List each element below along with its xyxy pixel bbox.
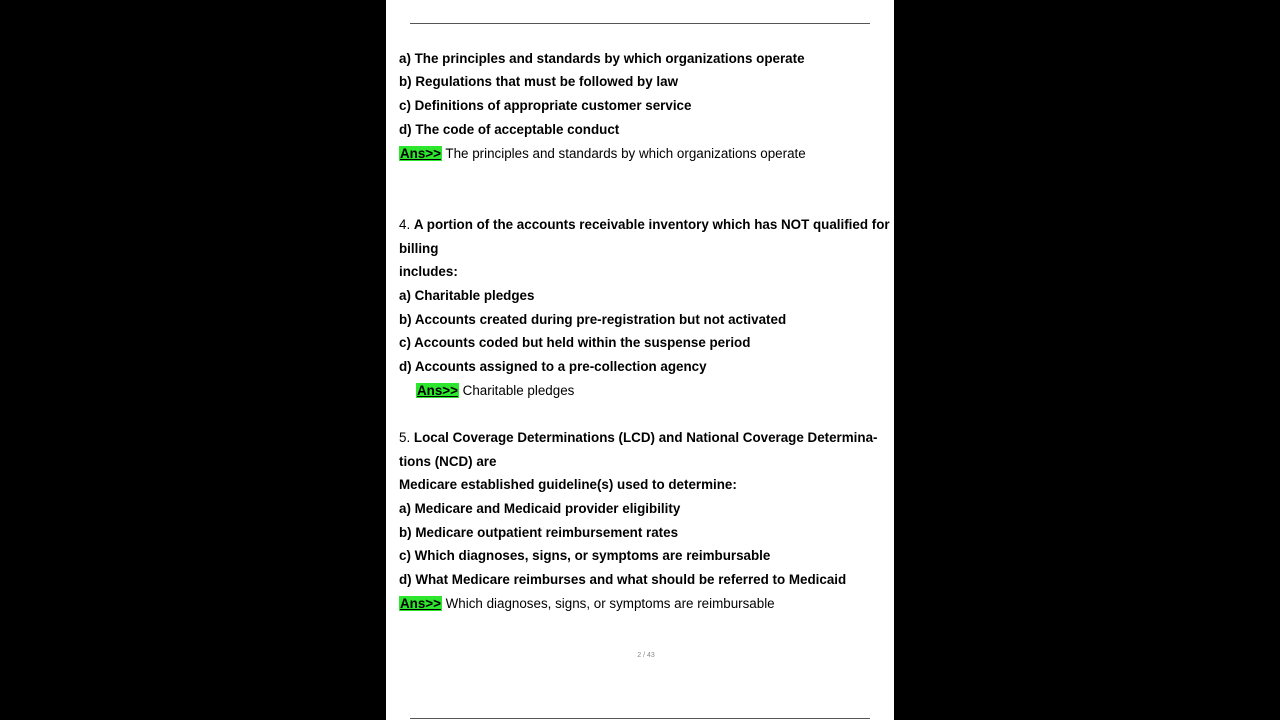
q5-question-line-3: Medicare established guideline(s) used to determine:: [399, 477, 737, 492]
q3-answer: [399, 146, 806, 162]
q4-question-line-3: includes:: [399, 264, 458, 279]
q5-option-a: a) Medicare and Medicaid provider eligibility: [399, 501, 681, 516]
q4-answer-label: Ans>>: [417, 383, 458, 398]
q5-question-line-2: tions (NCD) are: [399, 454, 497, 469]
page-indicator: 2 / 43: [637, 652, 655, 659]
q5-question-text-1: Local Coverage Determinations (LCD) and National Coverage Determina-: [413, 430, 878, 445]
q3-option-c: c) Definitions of appropriate customer service: [399, 98, 692, 113]
top-rule: [410, 23, 870, 24]
q5-option-d: d) What Medicare reimburses and what should be referred to Medicaid: [399, 572, 847, 587]
q4-question-text-1: A portion of the accounts receivable inventory which has NOT qualified for: [413, 217, 890, 232]
q4-question-line-2: billing: [399, 241, 439, 256]
q3-option-d: d) The code of acceptable conduct: [399, 122, 620, 137]
q5-answer: [399, 596, 775, 612]
q4-question-line-1: [399, 217, 890, 233]
q4-option-d: d) Accounts assigned to a pre-collection agency: [399, 359, 707, 374]
q5-question-line-1: [399, 430, 877, 446]
q4-option-b: b) Accounts created during pre-registration but not activated: [399, 312, 787, 327]
q5-answer-text: Which diagnoses, signs, or symptoms are reimbursable: [445, 596, 775, 611]
q4-answer-text: Charitable pledges: [462, 383, 575, 398]
q4-answer: [416, 383, 574, 399]
q3-answer-label: Ans>>: [400, 146, 441, 161]
q3-option-b: b) Regulations that must be followed by law: [399, 74, 678, 89]
q4-number: 4.: [399, 217, 411, 232]
q3-answer-text: The principles and standards by which organizations operate: [445, 146, 806, 161]
q5-option-b: b) Medicare outpatient reimbursement rates: [399, 525, 679, 540]
q4-option-c: c) Accounts coded but held within the suspense period: [399, 335, 751, 350]
document-page: [386, 0, 894, 720]
q4-option-a: a) Charitable pledges: [399, 288, 535, 303]
q3-option-a: a) The principles and standards by which organizations operate: [399, 51, 805, 66]
q5-number: 5.: [399, 430, 411, 445]
q5-answer-label: Ans>>: [400, 596, 441, 611]
q5-option-c: c) Which diagnoses, signs, or symptoms are reimbursable: [399, 548, 771, 563]
bottom-rule: [410, 718, 870, 719]
